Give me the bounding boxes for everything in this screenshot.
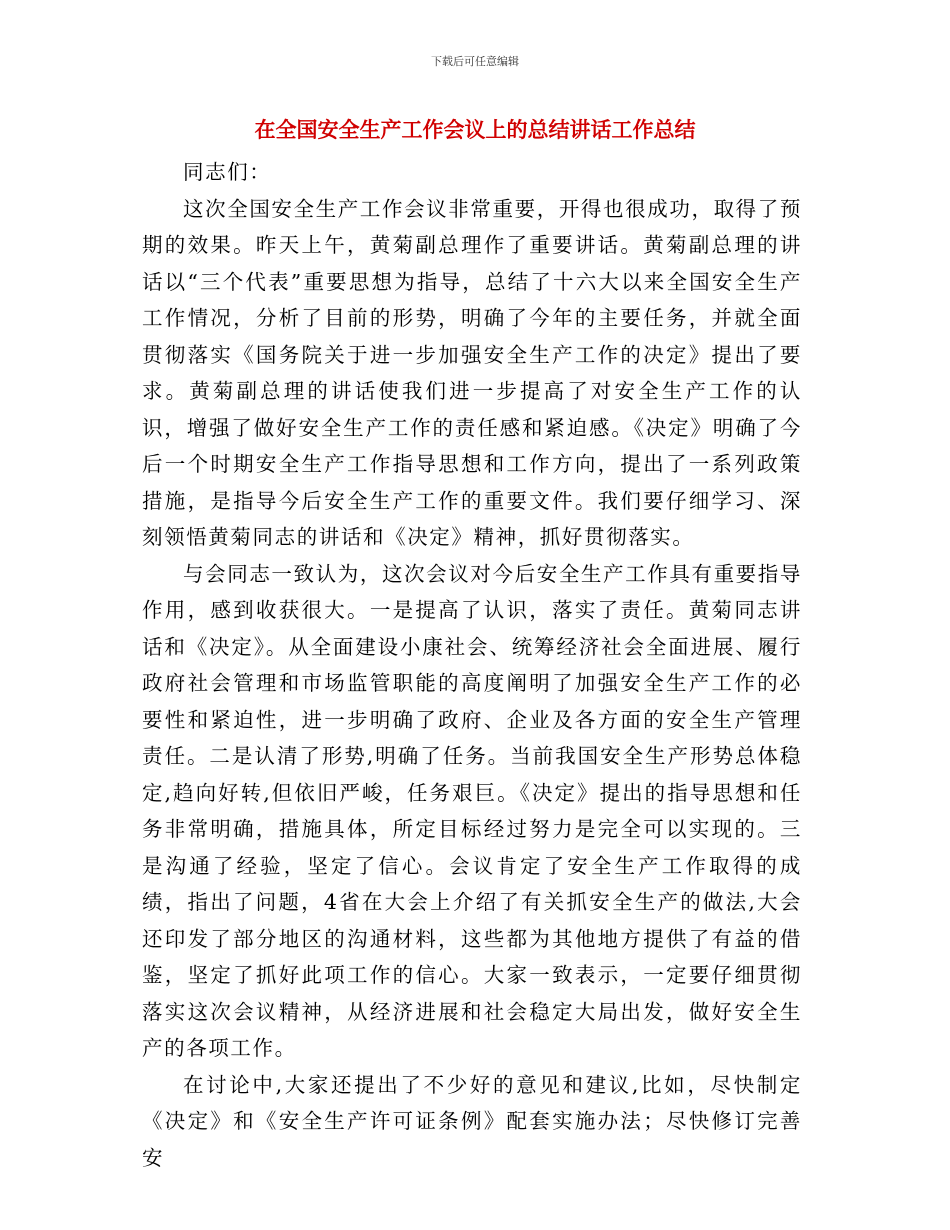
salutation: 同志们： (183, 160, 272, 184)
paragraph-1: 这次全国安全生产工作会议非常重要，开得也很成功，取得了预期的效果。昨天上午，黄菊副总理作了重要讲话。黄菊副总理的讲话以“三个代表”重要思想为指导，总结了十六大以来全国安全生产工作情况，分析了目前的形势，明确了今年的主要任务，并就全面贯彻落实《国务院关于进一步加强安全生产工作的决定》提出了要求。黄菊副总理的讲话使我们进一步提高了对安全生产工作的认识，增强了做好安全生产工作的责任感和紧迫感。《决定》明确了今后一个时期安全生产工作指导思想和工作方向，提出了一系列政策措施，是指导今后安全生产工作的重要文件。我们要仔细学习、深刻领悟黄菊同志的讲话和《决定》精神，抓好贯彻落实。 (142, 196, 802, 549)
paragraph-2: 与会同志一致认为，这次会议对今后安全生产工作具有重要指导作用，感到收获很大。一是提高了认识，落实了责任。黄菊同志讲话和《决定》。从全面建设小康社会、统筹经济社会全面进展、履行政府社会管理和市场监管职能的高度阐明了加强安全生产工作的必要性和紧迫性，进一步明确了政府、企业及各方面的安全生产管理责任。二是认清了形势,明确了任务。当前我国安全生产形势总体稳定,趋向好转,但依旧严峻，任务艰巨。《决定》提出的指导思想和任务非常明确，措施具体，所定目标经过努力是完全可以实现的。三是沟通了经验，坚定了信心。会议肯定了安全生产工作取得的成绩，指出了问题，4省在大会上介绍了有关抓安全生产的做法,大会还印发了部分地区的沟通材料，这些都为其他地方提供了有益的借鉴，坚定了抓好此项工作的信心。大家一致表示，一定要仔细贯彻落实这次会议精神，从经济进展和社会稳定大局出发，做好安全生产的各项工作。 (142, 561, 802, 1060)
document-body (142, 154, 802, 1176)
document-title: 在全国安全生产工作会议上的总结讲话工作总结 (254, 118, 696, 142)
paragraph-3: 在讨论中,大家还提出了不少好的意见和建议,比如，尽快制定《决定》和《安全生产许可证条例》配套实施办法；尽快修订完善安 (142, 1072, 802, 1170)
page-header-note: 下载后可任意编辑 (431, 55, 519, 68)
